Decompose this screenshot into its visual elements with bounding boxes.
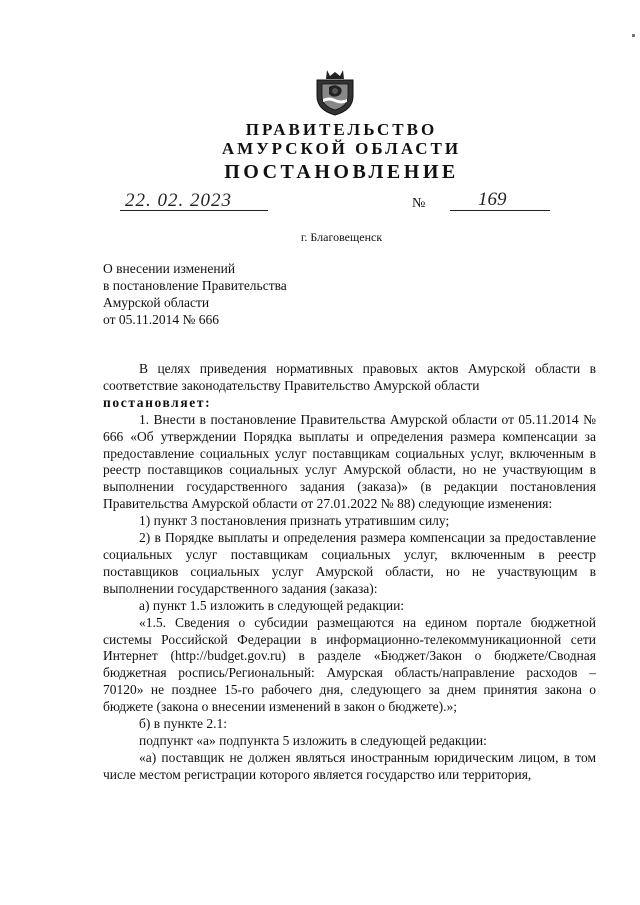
item-1-1-paragraph: 1) пункт 3 постановления признать утратившим силу;: [139, 513, 450, 529]
city-name: г. Благовещенск: [300, 230, 383, 244]
date-underline: [120, 210, 268, 211]
subject-line: О внесении изменений: [103, 261, 236, 276]
handwritten-date: 22. 02. 2023: [125, 190, 232, 211]
subject-line: в постановление Правительства: [103, 278, 287, 293]
handwritten-number: 169: [478, 189, 507, 210]
subject-block: [103, 260, 287, 328]
subitem-b-paragraph: б) в пункте 2.1:: [139, 716, 227, 732]
subject-line: Амурской области: [103, 295, 210, 310]
subitem-a-paragraph: а) пункт 1.5 изложить в следующей редакции:: [139, 597, 405, 613]
subparagraph-a-text: «а) поставщик не должен являться иностранным юридическим лицом, в том числе местом регистрации которого является государство или территория,: [103, 749, 596, 782]
subject-line: от 05.11.2014 № 666: [103, 312, 219, 327]
coat-of-arms-emblem: [313, 66, 357, 116]
resolution-body: [103, 361, 596, 784]
item-1-paragraph: 1. Внести в постановление Правительства Амурской области от 05.11.2014 № 666 «Об утверждении Порядка выплаты и определения размера компенсации за предоставление социальных услуг поставщикам социальных услуг, включенным в реестр поставщиков социальных услуг Амурской области, но не участвующим в выполнении государственного задания (заказа)» (в редакции постановления Правительства Амурской области от 27.01.2022 № 88) следующие изменения:: [103, 411, 596, 512]
scan-dot: [632, 34, 635, 37]
clause-1-5-paragraph: «1.5. Сведения о субсидии размещаются на едином портале бюджетной системы Российской Федерации в информационно-телекоммуникационной сети Интернет (http://budget.gov.ru) в разделе «Бюджет/Закон о бюджете/Сводная бюджетная роспись/Региональный: Амурская область/направление расходов – 70120» не позднее 15-го рабочего дня, следующего за днем принятия закона о бюджете (закона о внесении изменений в закон о бюджете).»;: [103, 614, 596, 715]
government-title: ПРАВИТЕЛЬСТВО: [245, 120, 438, 139]
resolves-word: постановляет:: [103, 394, 212, 410]
region-title: АМУРСКОЙ ОБЛАСТИ: [221, 139, 462, 158]
number-underline: [450, 210, 550, 211]
subparagraph-a-intro: подпункт «а» подпункта 5 изложить в следующей редакции:: [139, 732, 487, 748]
document-type-title: ПОСТАНОВЛЕНИЕ: [224, 161, 459, 183]
item-1-2-paragraph: 2) в Порядке выплаты и определения размера компенсации за предоставление социальных услуг поставщикам социальных услуг, включенным в реестр поставщиков социальных услуг Амурской области, но не участвующим в выполнении государственного задания (заказа):: [103, 530, 596, 596]
number-label: №: [412, 196, 426, 211]
preamble-paragraph: В целях приведения нормативных правовых актов Амурской области в соответствие законодательству Правительство Амурской области: [103, 361, 596, 393]
